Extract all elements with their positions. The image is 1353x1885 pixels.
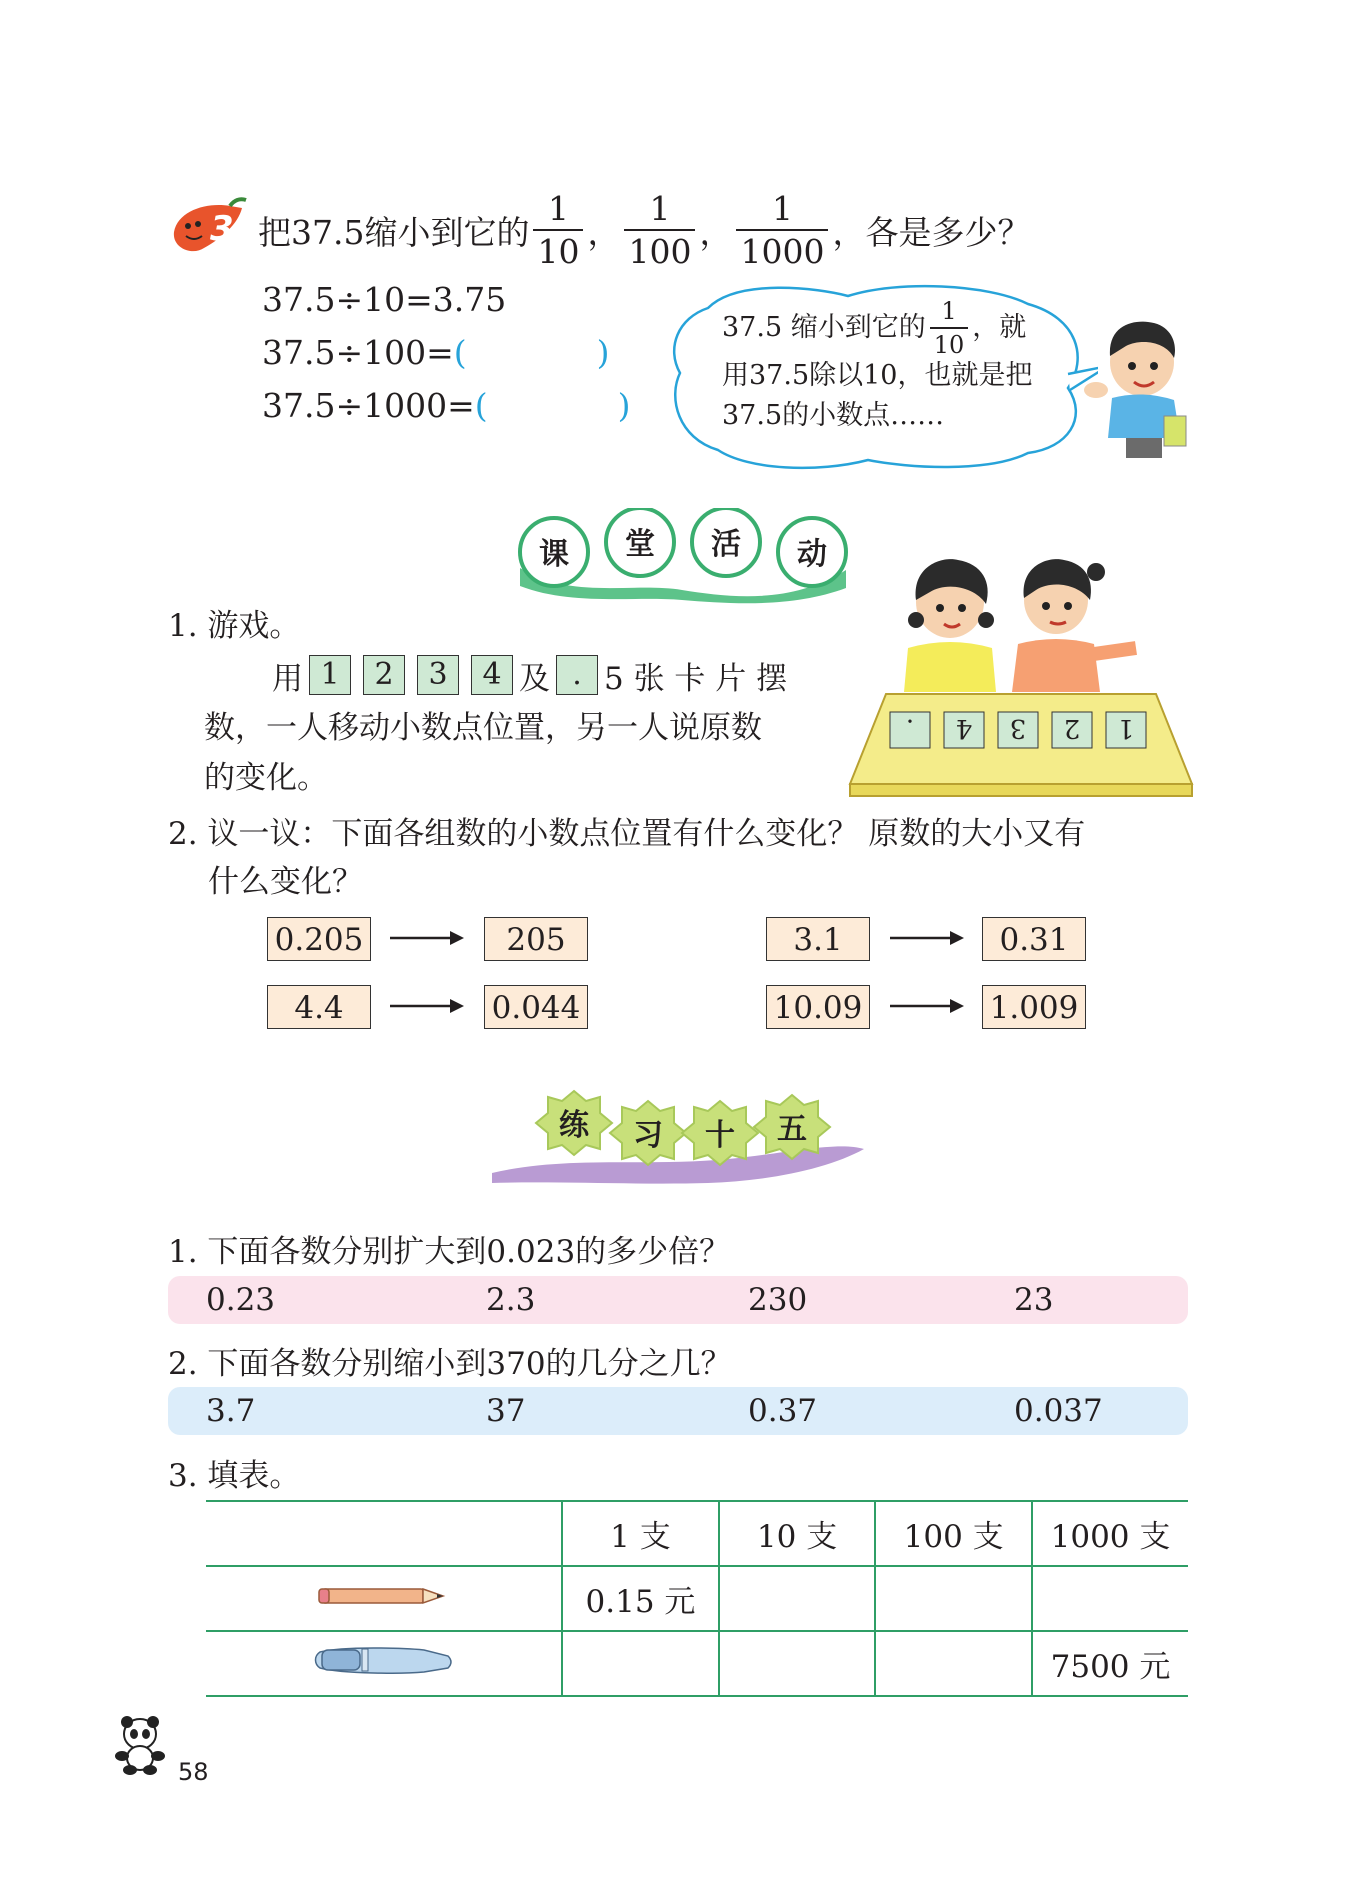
example-3-prompt	[258, 190, 1030, 270]
arrow-right-icon	[388, 928, 468, 948]
banner-char-1: 课	[539, 537, 569, 572]
q2-value-4: 0.037	[1014, 1393, 1103, 1429]
activity-1-title: 1. 游戏。	[168, 608, 301, 644]
row-item-pen	[206, 1631, 562, 1696]
speech-bubble-text: 37.5 缩小到它的 $\frac{1}{10}$ ，就 用37.5除以10，也就是把 37.5的小数点……	[722, 300, 1032, 436]
chili-pepper-icon	[168, 196, 250, 258]
activity-1-line-2: 数，一人移动小数点位置，另一人说原数	[204, 710, 762, 746]
equation-1: 37.5÷10=3.75	[262, 280, 507, 319]
q1-value-1: 0.23	[206, 1282, 276, 1318]
cell-pencil-10[interactable]	[719, 1566, 875, 1631]
card-dot: .	[556, 655, 598, 695]
girl-left	[904, 559, 996, 692]
equation-3: 37.5÷1000=( )	[262, 386, 631, 425]
question-3-text: 3. 填表。	[168, 1458, 301, 1494]
pencil-icon	[317, 1581, 451, 1609]
panda-icon	[110, 1712, 170, 1776]
banner-char-3: 活	[711, 527, 741, 562]
header-cell-10: 10 支	[719, 1501, 875, 1566]
cell-pencil-1[interactable]: 0.15 元	[562, 1566, 719, 1631]
q1-value-2: 2.3	[486, 1282, 536, 1318]
prompt-sep-2: ，	[699, 212, 733, 252]
card-1: 1	[309, 655, 351, 695]
banner-char-2: 堂	[625, 527, 655, 562]
prompt-post: ，各是多少？	[832, 212, 1031, 252]
pair-2-to: 0.044	[484, 985, 588, 1029]
exercise-fifteen-banner	[488, 1085, 868, 1200]
header-cell-1: 1 支	[562, 1501, 719, 1566]
cell-pen-10[interactable]	[719, 1631, 875, 1696]
question-2-values-band	[168, 1387, 1188, 1435]
table-row	[206, 1631, 1188, 1696]
question-1-values-band	[168, 1276, 1188, 1324]
fraction-1-1000: $\frac{1}{1000}$	[736, 192, 828, 268]
activity-1-line-3: 的变化。	[204, 760, 328, 796]
arrow-right-icon	[388, 996, 468, 1016]
pair-3-to: 0.31	[982, 917, 1086, 961]
page-number: 58	[178, 1758, 209, 1786]
table-card-3	[998, 712, 1038, 748]
fraction-1-10: $\frac{1}{10}$	[533, 192, 583, 268]
cell-pencil-100[interactable]	[875, 1566, 1032, 1631]
prompt-sep-1: ，	[587, 212, 621, 252]
girls-playing-cards-illustration	[846, 552, 1196, 802]
question-1-text: 1. 下面各数分别扩大到0.023的多少倍？	[168, 1234, 731, 1270]
example-3-badge	[168, 196, 250, 258]
cell-pen-100[interactable]	[875, 1631, 1032, 1696]
exercise-banner-char-1: 练	[559, 1108, 589, 1143]
table-row	[206, 1566, 1188, 1631]
cell-pen-1[interactable]	[562, 1631, 719, 1696]
table-card-4	[944, 712, 984, 748]
bubble-line-2: 用37.5除以10，也就是把	[722, 360, 1033, 391]
exercise-banner-char-3: 十	[705, 1118, 735, 1153]
pair-1-from: 0.205	[267, 917, 371, 961]
header-cell-1000: 1000 支	[1032, 1501, 1188, 1566]
pair-3-from: 3.1	[766, 917, 870, 961]
cell-pen-1000[interactable]: 7500 元	[1032, 1631, 1188, 1696]
q2-value-1: 3.7	[206, 1393, 256, 1429]
classroom-activity-banner	[512, 508, 852, 608]
answer-blank-3[interactable]: ( )	[474, 386, 631, 425]
svg-text:2: 2	[1063, 713, 1081, 743]
card-2: 2	[363, 655, 405, 695]
pair-4-to: 1.009	[982, 985, 1086, 1029]
bubble-line-3: 37.5的小数点……	[722, 400, 945, 431]
table-card-dot	[890, 712, 930, 748]
table-card-1	[1106, 712, 1146, 748]
question-2-text: 2. 下面各数分别缩小到370的几分之几？	[168, 1346, 732, 1382]
girl-right	[1012, 559, 1136, 692]
activity-2-line-1: 2. 议一议：下面各组数的小数点位置有什么变化？ 原数的大小又有	[168, 816, 1086, 852]
price-table	[206, 1500, 1188, 1697]
pair-2-from: 4.4	[267, 985, 371, 1029]
table-card-2	[1052, 712, 1092, 748]
cell-pencil-1000[interactable]	[1032, 1566, 1188, 1631]
arrow-right-icon	[888, 928, 968, 948]
pair-4-from: 10.09	[766, 985, 870, 1029]
banner-char-4: 动	[797, 537, 827, 572]
svg-text:.: .	[905, 713, 915, 743]
table-header-row	[206, 1501, 1188, 1566]
exercise-banner-char-4: 五	[777, 1112, 807, 1147]
q2-value-3: 0.37	[748, 1393, 818, 1429]
prompt-pre: 把37.5缩小到它的	[258, 212, 530, 252]
activity-2-line-2: 什么变化？	[208, 864, 363, 900]
header-cell-empty	[206, 1501, 562, 1566]
card-4: 4	[471, 655, 513, 695]
header-cell-100: 100 支	[875, 1501, 1032, 1566]
q2-value-2: 37	[486, 1393, 526, 1429]
bubble-fraction: $\frac{1}{10}$	[930, 299, 969, 357]
q1-value-3: 230	[748, 1282, 808, 1318]
q1-value-4: 23	[1014, 1282, 1054, 1318]
fraction-1-100: $\frac{1}{100}$	[624, 192, 695, 268]
pen-icon	[314, 1640, 454, 1680]
row-item-pencil	[206, 1566, 562, 1631]
example-number: 3	[210, 209, 234, 249]
svg-text:4: 4	[955, 713, 973, 743]
exercise-banner-char-2: 习	[633, 1118, 663, 1153]
activity-1-line-1: 用 1 2 3 4 及 . 5 张 卡 片 摆	[272, 657, 788, 697]
svg-text:1: 1	[1117, 713, 1135, 743]
boy-illustration	[1082, 312, 1197, 462]
card-3: 3	[417, 655, 459, 695]
pair-1-to: 205	[484, 917, 588, 961]
equation-2: 37.5÷100=( )	[262, 333, 610, 372]
arrow-right-icon	[888, 996, 968, 1016]
svg-text:3: 3	[1009, 713, 1027, 743]
answer-blank-2[interactable]: ( )	[453, 333, 610, 372]
